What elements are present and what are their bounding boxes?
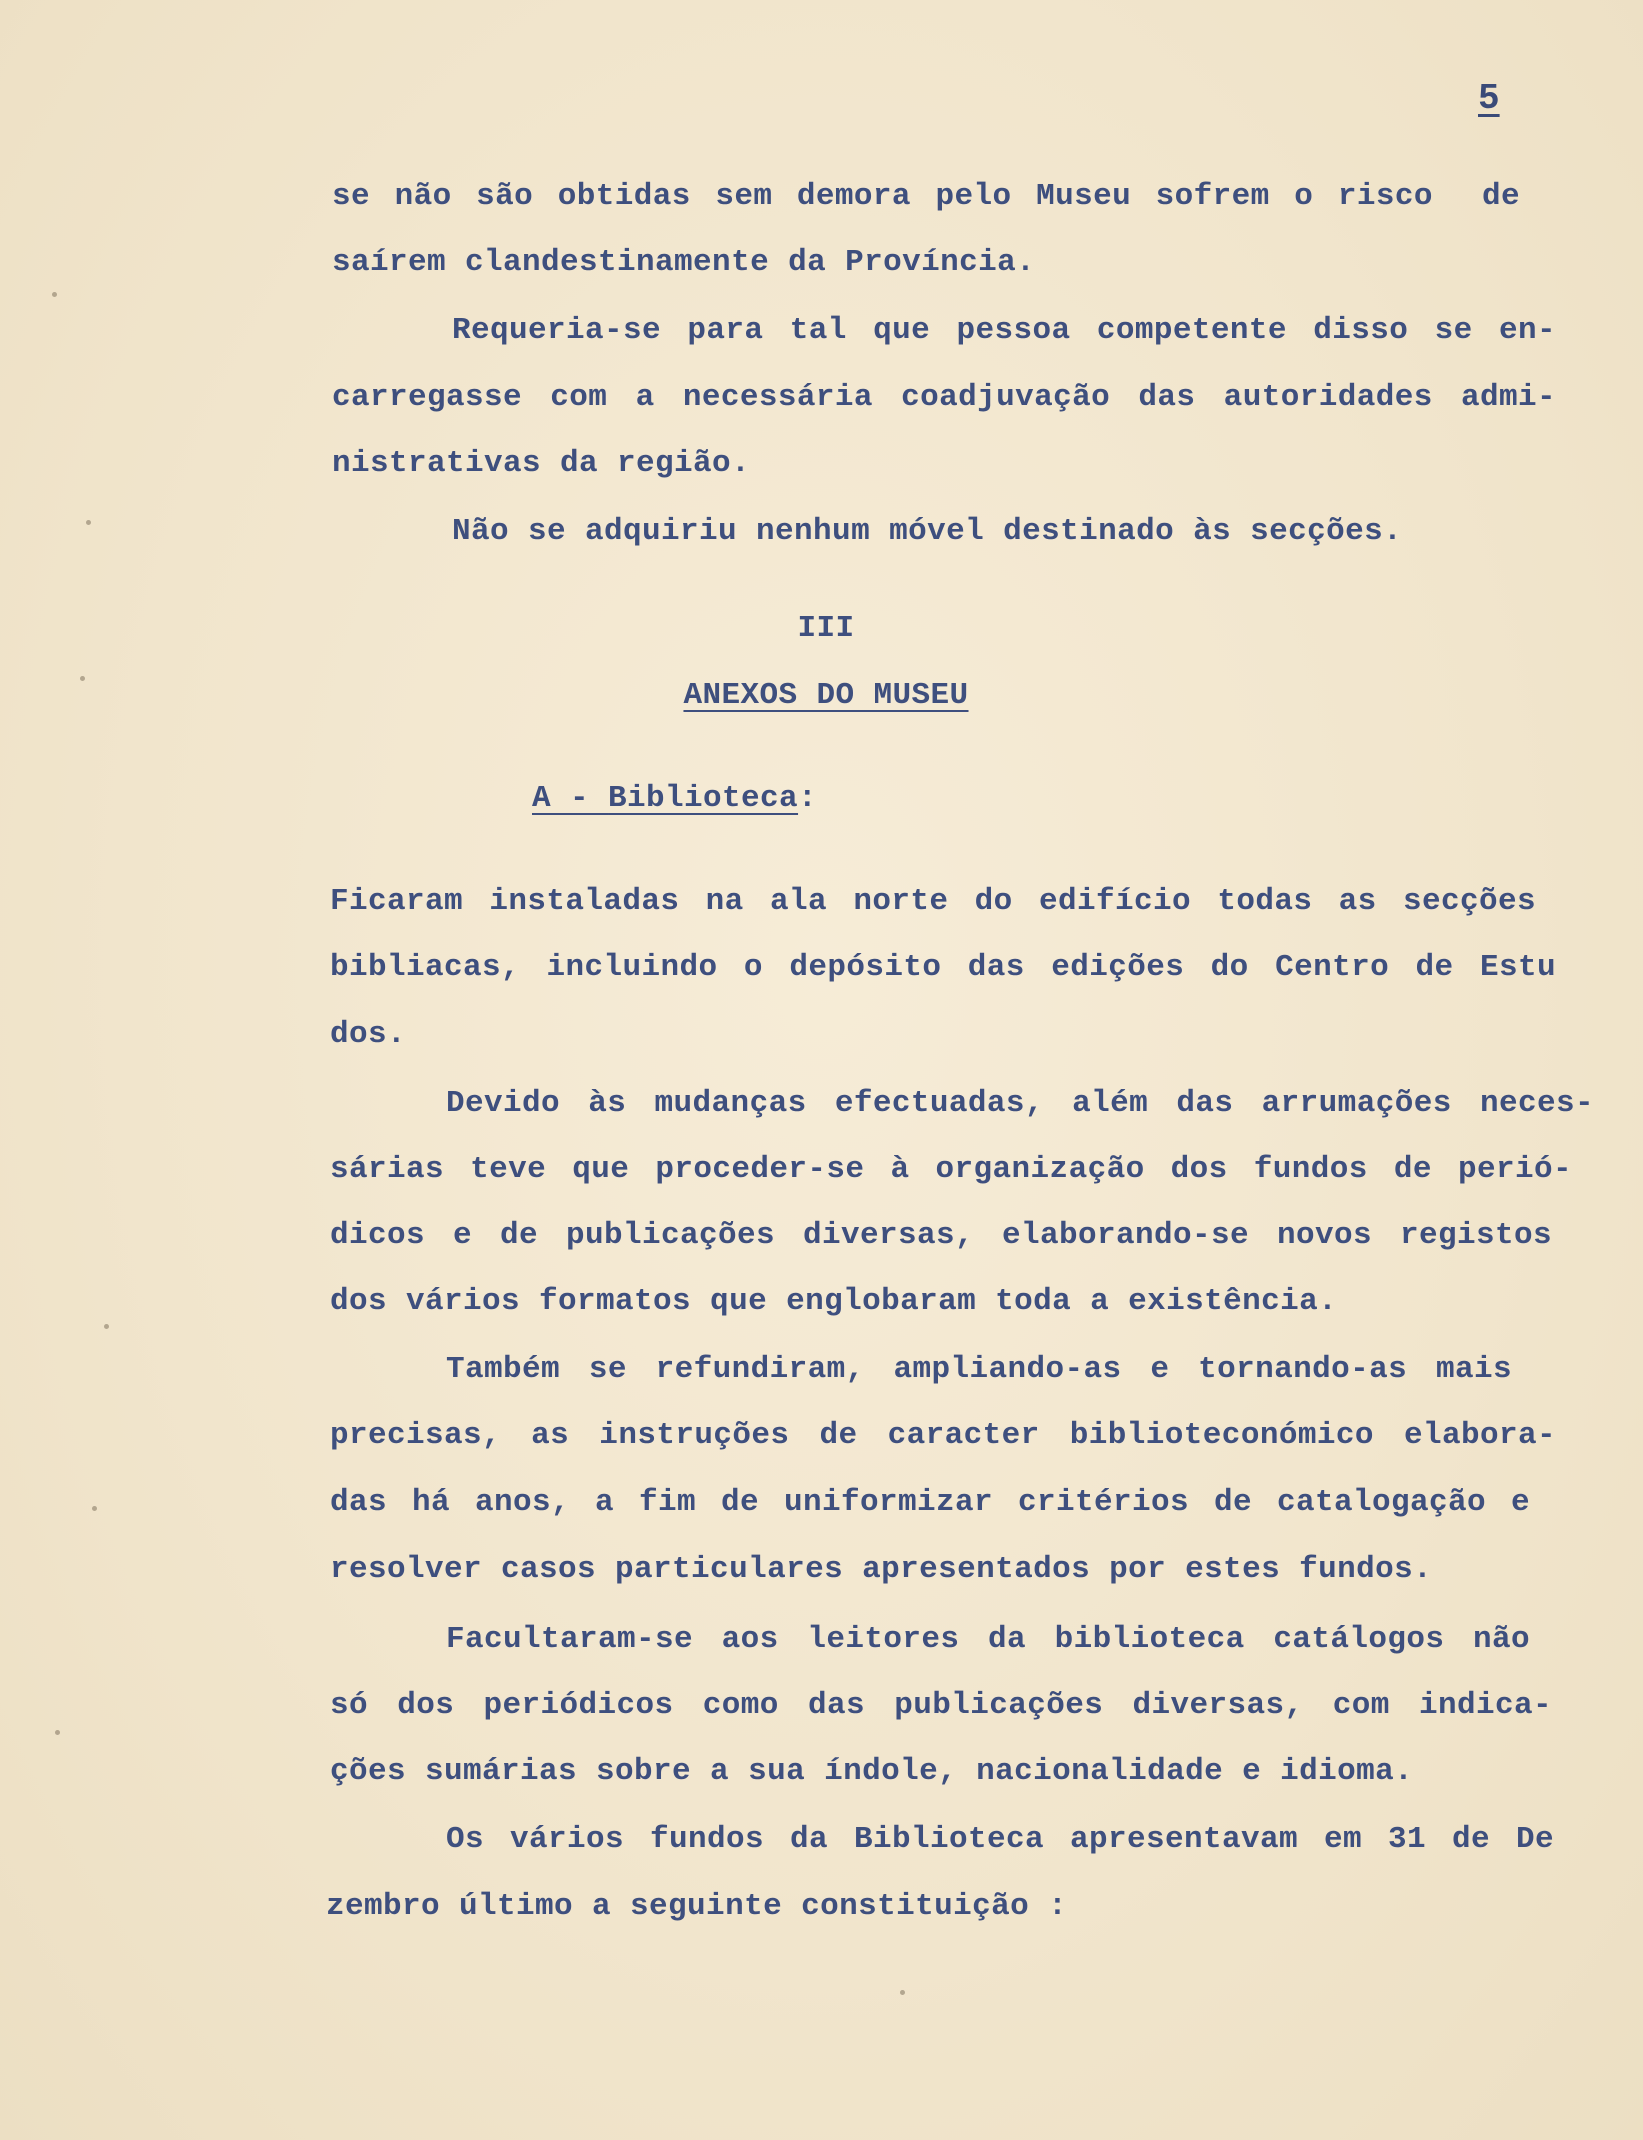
text-line: precisas, as instruções de caracter biblioteconómico elabora- (330, 1418, 1556, 1453)
text-line: se não são obtidas sem demora pelo Museu sofrem o risco de (332, 179, 1520, 214)
subsection-prefix: A - (532, 781, 609, 816)
paper-speck (900, 1990, 905, 1995)
text-line: dos vários formatos que englobaram toda a existência. (330, 1284, 1338, 1319)
text-line: Os vários fundos da Biblioteca apresentavam em 31 de De (446, 1822, 1554, 1857)
text-line: carregasse com a necessária coadjuvação das autoridades admi- (332, 380, 1556, 415)
text-line: das há anos, a fim de uniformizar critérios de catalogação e (330, 1485, 1530, 1520)
section-numeral: III (797, 611, 855, 646)
text-line: Requeria-se para tal que pessoa competente disso se en- (452, 313, 1556, 348)
subsection-heading (532, 779, 817, 819)
text-line: Não se adquiriu nenhum móvel destinado às secções. (452, 514, 1403, 549)
paper-speck (80, 676, 85, 681)
page-number: 5 (1478, 78, 1500, 119)
text-line: Ficaram instaladas na ala norte do edifício todas as secções (330, 884, 1536, 919)
text-line: zembro último a seguinte constituição : (326, 1889, 1068, 1924)
section-title: ANEXOS DO MUSEU (683, 678, 969, 713)
paper-speck (52, 292, 57, 297)
paper-speck (92, 1506, 97, 1511)
text-line: dos. (330, 1017, 407, 1052)
subsection-title: Biblioteca (608, 781, 799, 816)
text-line: só dos periódicos como das publicações diversas, com indica- (330, 1688, 1552, 1723)
paper-speck (104, 1324, 109, 1329)
text-line: nistrativas da região. (332, 446, 751, 481)
text-line: saírem clandestinamente da Província. (332, 245, 1036, 280)
paper-speck (55, 1730, 60, 1735)
text-line: sárias teve que proceder-se à organização dos fundos de perió- (330, 1152, 1572, 1187)
text-line: dicos e de publicações diversas, elaborando-se novos registos (330, 1218, 1552, 1253)
text-line: resolver casos particulares apresentados por estes fundos. (330, 1552, 1433, 1587)
text-line: bibliacas, incluindo o depósito das edições do Centro de Estu (330, 950, 1556, 985)
subsection-colon: : (798, 781, 818, 816)
paper-speck (86, 520, 91, 525)
text-line: Também se refundiram, ampliando-as e tornando-as mais (446, 1352, 1512, 1387)
text-line: Facultaram-se aos leitores da biblioteca catálogos não (446, 1622, 1530, 1657)
text-line: Devido às mudanças efectuadas, além das arrumações neces- (446, 1086, 1594, 1121)
text-line: ções sumárias sobre a sua índole, nacionalidade e idioma. (330, 1754, 1414, 1789)
